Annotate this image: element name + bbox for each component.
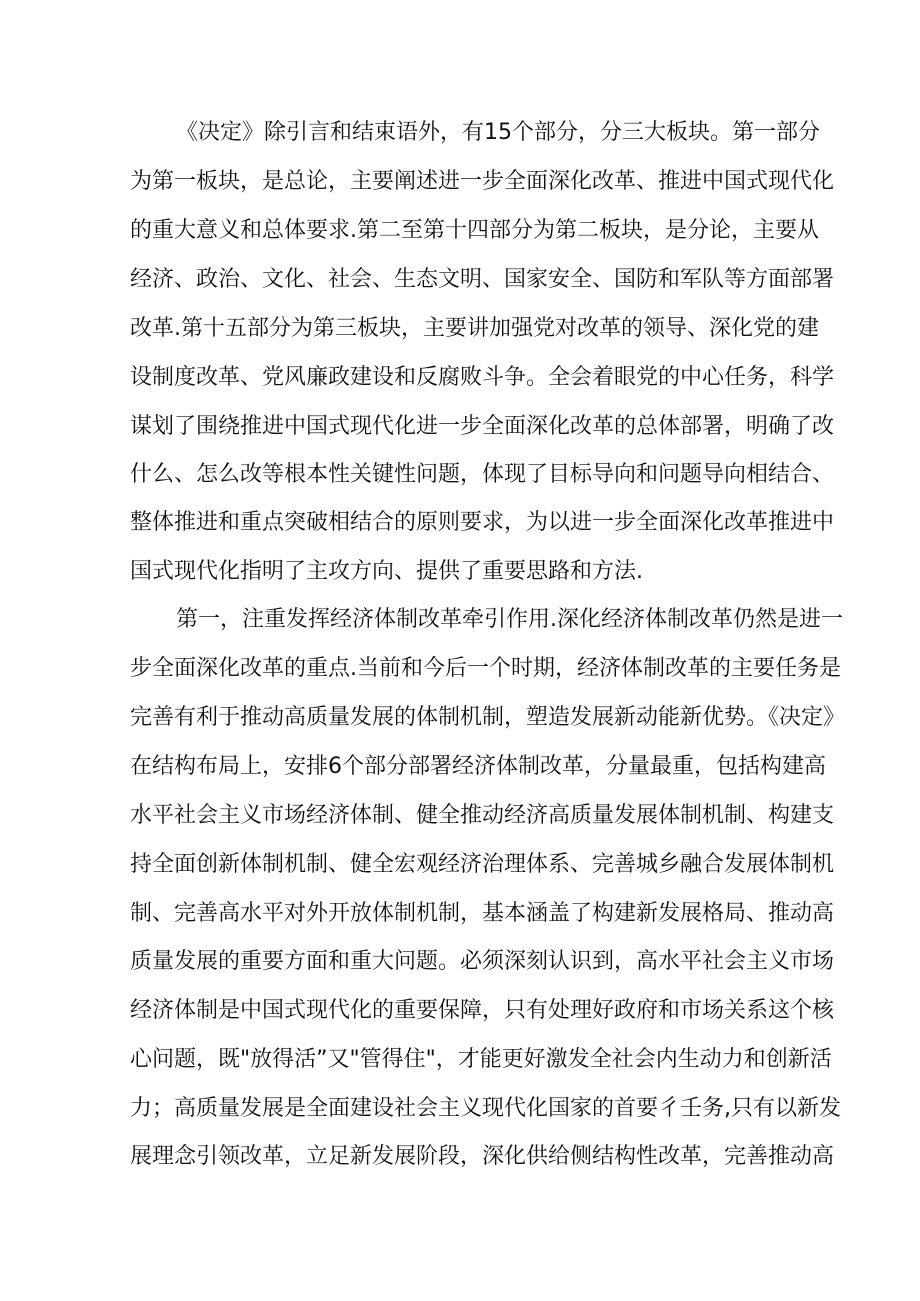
text-line: 整体推进和重点突破相结合的原则要求，为以进一步全面深化改革推进中 [130,510,835,535]
text-line: 心问题，既"放得活”又"管得住"，才能更好激发全社会内生动力和创新活 [130,1047,832,1072]
text-line: 第一，注重发挥经济体制改革牵引作用.深化经济体制改革仍然是进一 [176,607,843,632]
text-line: 力；高质量发展是全面建设社会主义现代化国家的首要彳壬务,只有以新发 [130,1096,841,1121]
text-line: 展理念引领改革，立足新发展阶段，深化供给侧结构性改革，完善推动高 [130,1144,835,1169]
text-line: 质量发展的重要方面和重大问题。必须深刻认识到，高水平社会主义市场 [130,949,835,974]
text-line: 《决定》除引言和结束语外，有15个部分，分三大板块。第一部分 [176,120,820,145]
text-line: 的重大意义和总体要求.第二至第十四部分为第二板块，是分论，主要从 [130,218,819,243]
text-line: 步全面深化改革的重点.当前和今后一个时期，经济体制改革的主要任务是 [130,656,841,681]
text-line: 为第一板块，是总论，主要阐述进一步全面深化改革、推进中国式现代化 [130,169,835,194]
text-line: 制、完善高水平对外开放体制机制，基本涵盖了构建新发展格局、推动高 [130,901,835,926]
text-line: 谋划了围绕推进中国式现代化进一步全面深化改革的总体部署，明确了改 [130,414,835,439]
text-line: 经济体制是中国式现代化的重要保障，只有处理好政府和市场关系这个核 [130,998,835,1023]
text-line: 国式现代化指明了主攻方向、提供了重要思路和方法. [130,559,643,584]
text-line: 持全面创新体制机制、健全宏观经济治理体系、完善城乡融合发展体制机 [130,852,835,877]
text-line: 在结构布局上，安排6个部分部署经济体制改革，分量最重，包括构建高 [130,754,826,779]
text-line: 完善有利于推动高质量发展的体制机制，塑造发展新动能新优势。《决定》 [130,705,846,730]
text-line: 设制度改革、党风廉政建设和反腐败斗争。全会着眼党的中心任务，科学 [130,365,835,390]
text-line: 水平社会主义市场经济体制、健全推动经济高质量发展体制机制、构建支 [130,803,835,828]
text-line: 经济、政治、文化、社会、生态文明、国家安全、国防和军队等方面部署 [130,267,835,292]
text-line: 什么、怎么改等根本性关键性问题，体现了目标导向和问题导向相结合、 [130,462,835,487]
text-line: 改革.第十五部分为第三板块，主要讲加强党对改革的领导、深化党的建 [130,316,819,341]
